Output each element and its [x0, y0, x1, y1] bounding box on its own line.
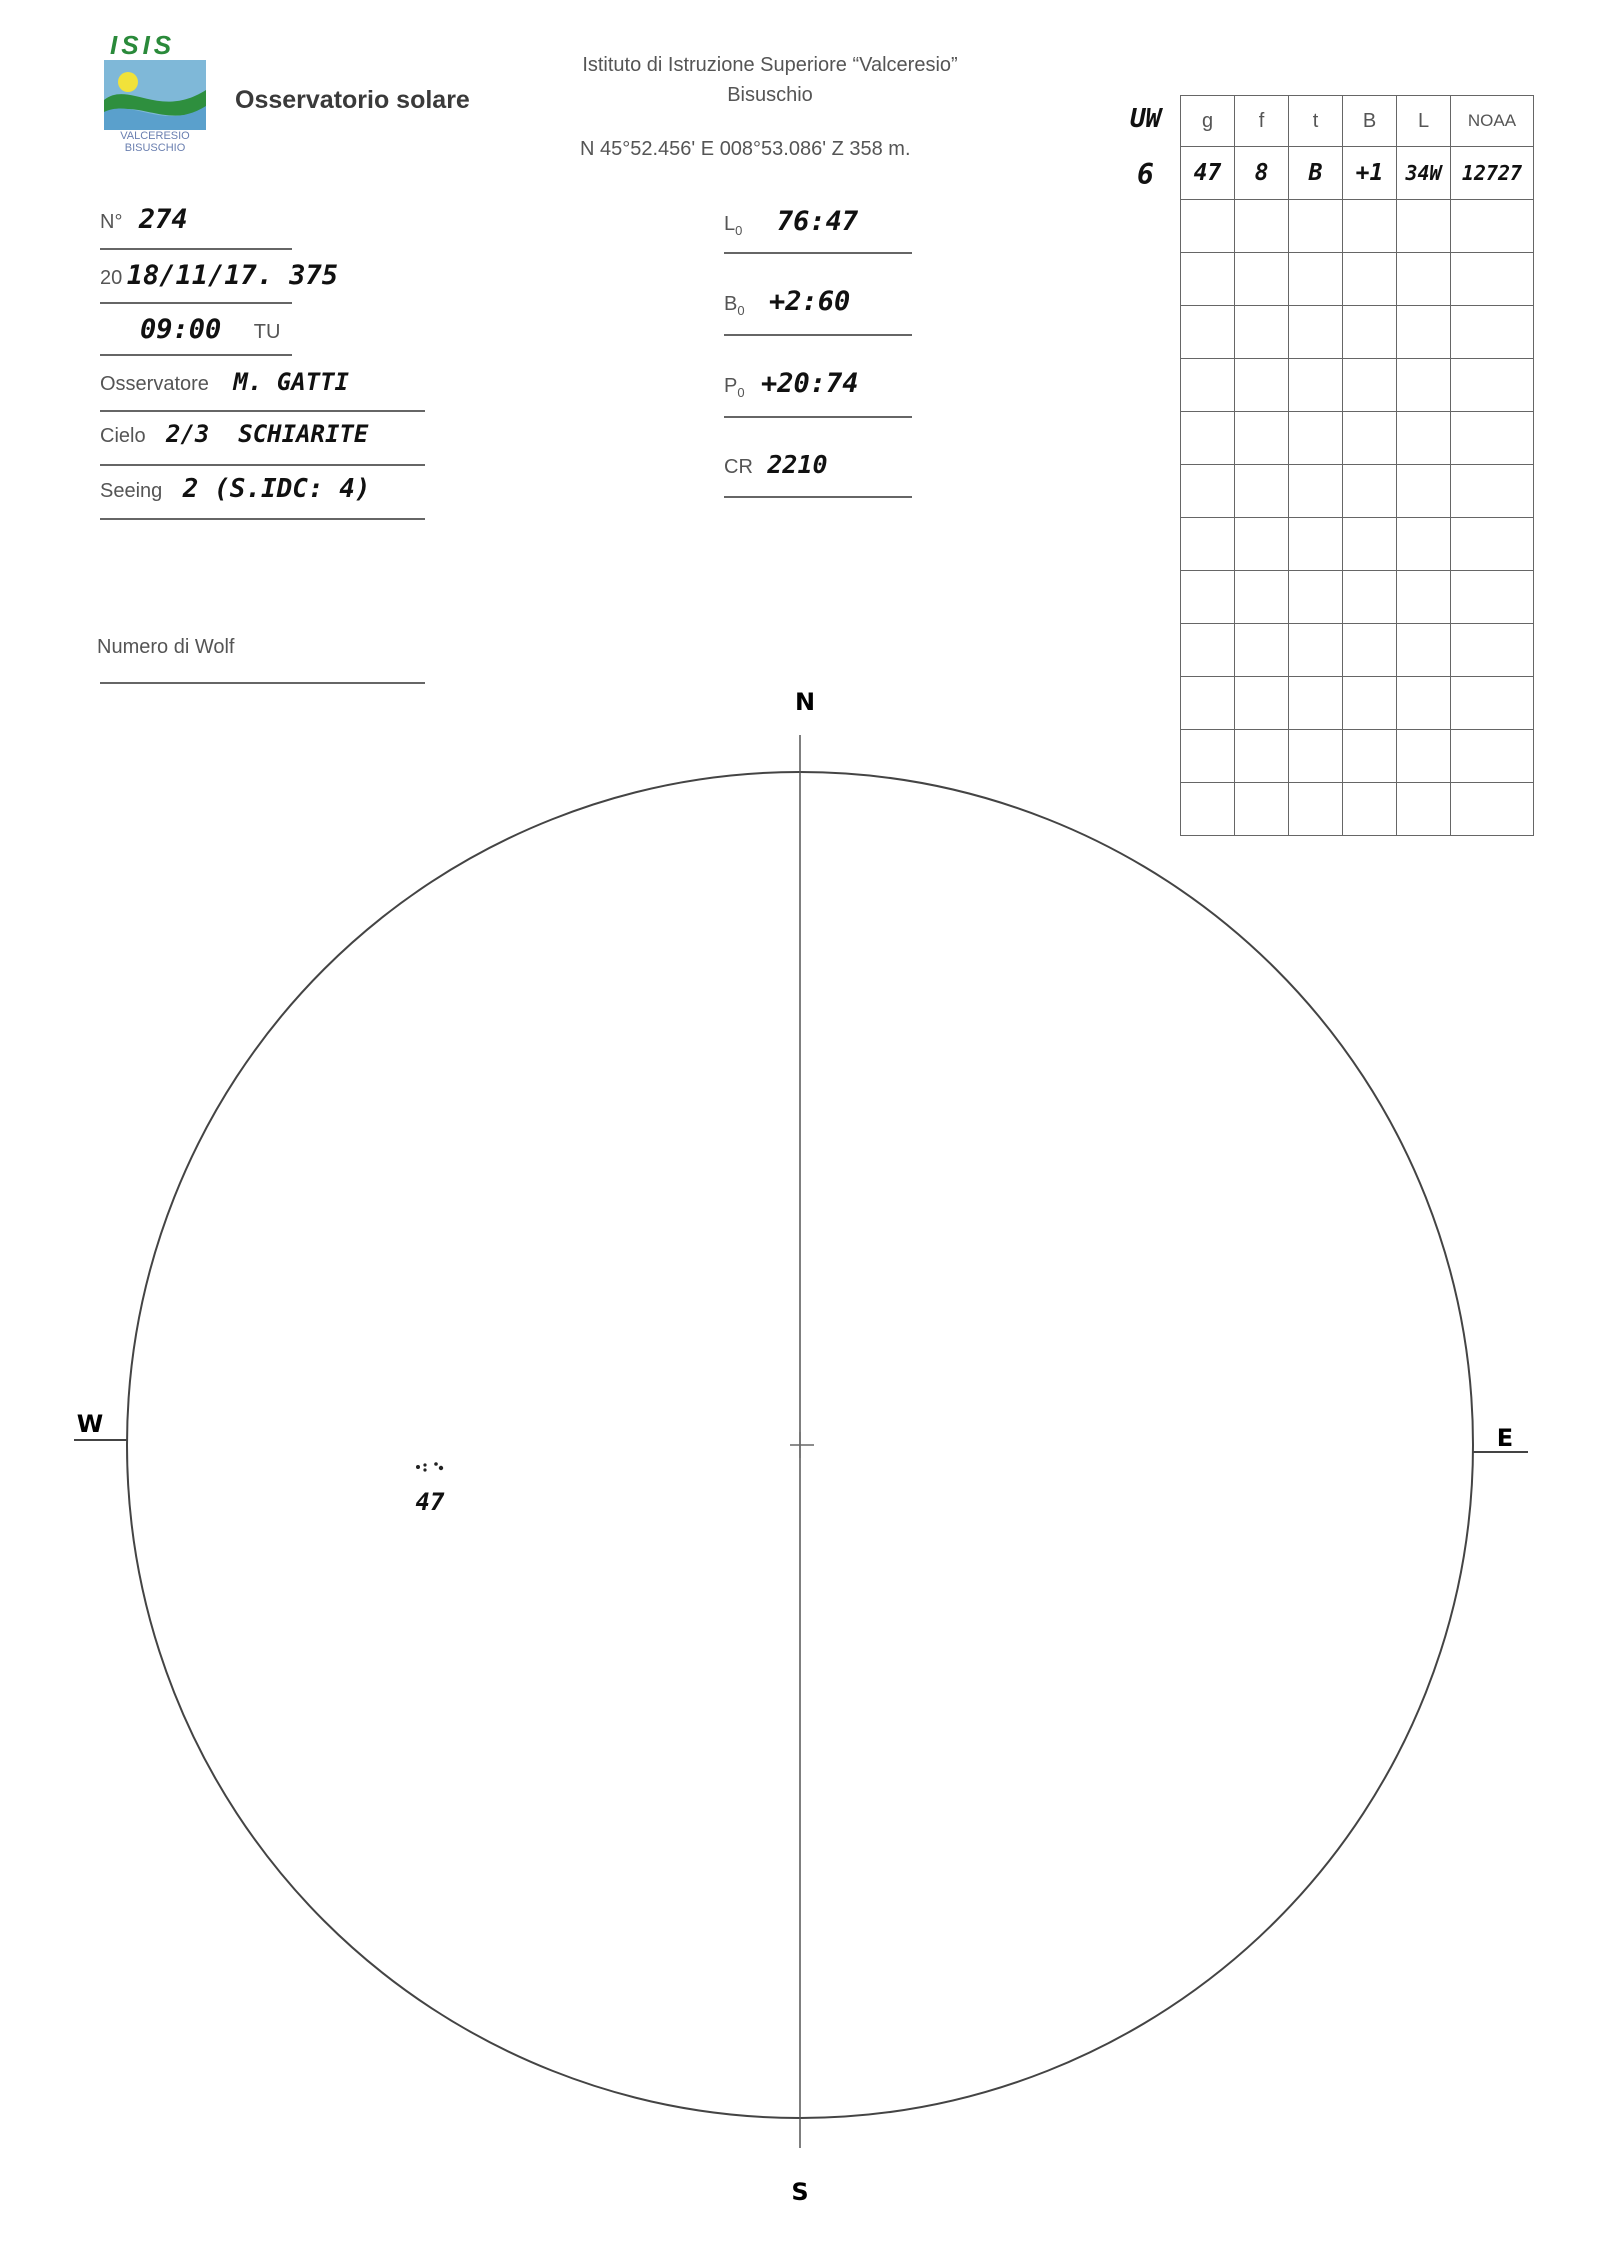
- sunspot: [423, 1463, 426, 1466]
- east-label: E: [1496, 1424, 1514, 1452]
- observatory-title: Osservatorio solare: [235, 86, 470, 114]
- date-value: 18/11/17. 375: [126, 260, 339, 291]
- l0-label: $L_0$: [724, 213, 743, 238]
- table-header-cell: L: [1397, 96, 1451, 147]
- table-header-cell: NOAA: [1451, 96, 1534, 147]
- time-value: 09:00: [140, 314, 222, 345]
- seeing-label: Seeing: [100, 480, 163, 502]
- table-cell[interactable]: B: [1289, 147, 1343, 200]
- sunspot-group-47: [416, 1462, 443, 1471]
- p0-label: $P_0$: [724, 375, 745, 400]
- time-unit: TU: [253, 321, 281, 343]
- sky-value: 2/3 SCHIARITE: [166, 420, 369, 448]
- institute-name: Istituto di Istruzione Superiore “Valceresio”: [582, 54, 958, 76]
- sky-label: Cielo: [100, 425, 146, 447]
- observer-value: M. GATTI: [233, 368, 349, 396]
- b0-label: $B_0$: [724, 293, 745, 318]
- date-prefix: 20: [100, 267, 123, 289]
- number-label: N°: [100, 211, 123, 233]
- uw-label: UW: [1130, 104, 1162, 134]
- west-label: W: [76, 1410, 104, 1438]
- number-value: 274: [138, 204, 188, 235]
- observer-label: Osservatore: [100, 373, 209, 395]
- table-cell[interactable]: 34W: [1397, 147, 1451, 200]
- table-cell[interactable]: 8: [1235, 147, 1289, 200]
- table-header-cell: t: [1289, 96, 1343, 147]
- cr-value: 2210: [767, 450, 828, 479]
- table-header-cell: g: [1181, 96, 1235, 147]
- sunspot: [434, 1462, 438, 1466]
- wolf-number-label: Numero di Wolf: [97, 636, 235, 658]
- p0-value: +20:74: [761, 368, 859, 399]
- sunspot: [423, 1468, 426, 1471]
- logo-subtitle: VALCERESIO BISUSCHIO: [120, 130, 190, 154]
- observatory-coordinates: N 45°52.456' E 008°53.086' Z 358 m.: [580, 138, 911, 160]
- uw-value: 6: [1137, 158, 1154, 191]
- institute-city: Bisuschio: [727, 84, 813, 106]
- north-label: N: [794, 688, 816, 716]
- sunspot: [416, 1465, 420, 1469]
- table-cell[interactable]: +1: [1343, 147, 1397, 200]
- sunspot-group-label: 47: [415, 1488, 445, 1516]
- logo-wordmark: ISIS: [110, 30, 176, 60]
- b0-value: +2:60: [769, 286, 851, 317]
- table-cell[interactable]: 12727: [1451, 147, 1534, 200]
- sunspot: [439, 1466, 443, 1470]
- table-cell[interactable]: 47: [1181, 147, 1235, 200]
- table-header-cell: B: [1343, 96, 1397, 147]
- l0-value: 76:47: [776, 206, 859, 237]
- cr-label: CR: [724, 456, 753, 478]
- south-label: S: [791, 2178, 809, 2206]
- table-header-cell: f: [1235, 96, 1289, 147]
- seeing-value: 2 (S.IDC: 4): [182, 474, 371, 504]
